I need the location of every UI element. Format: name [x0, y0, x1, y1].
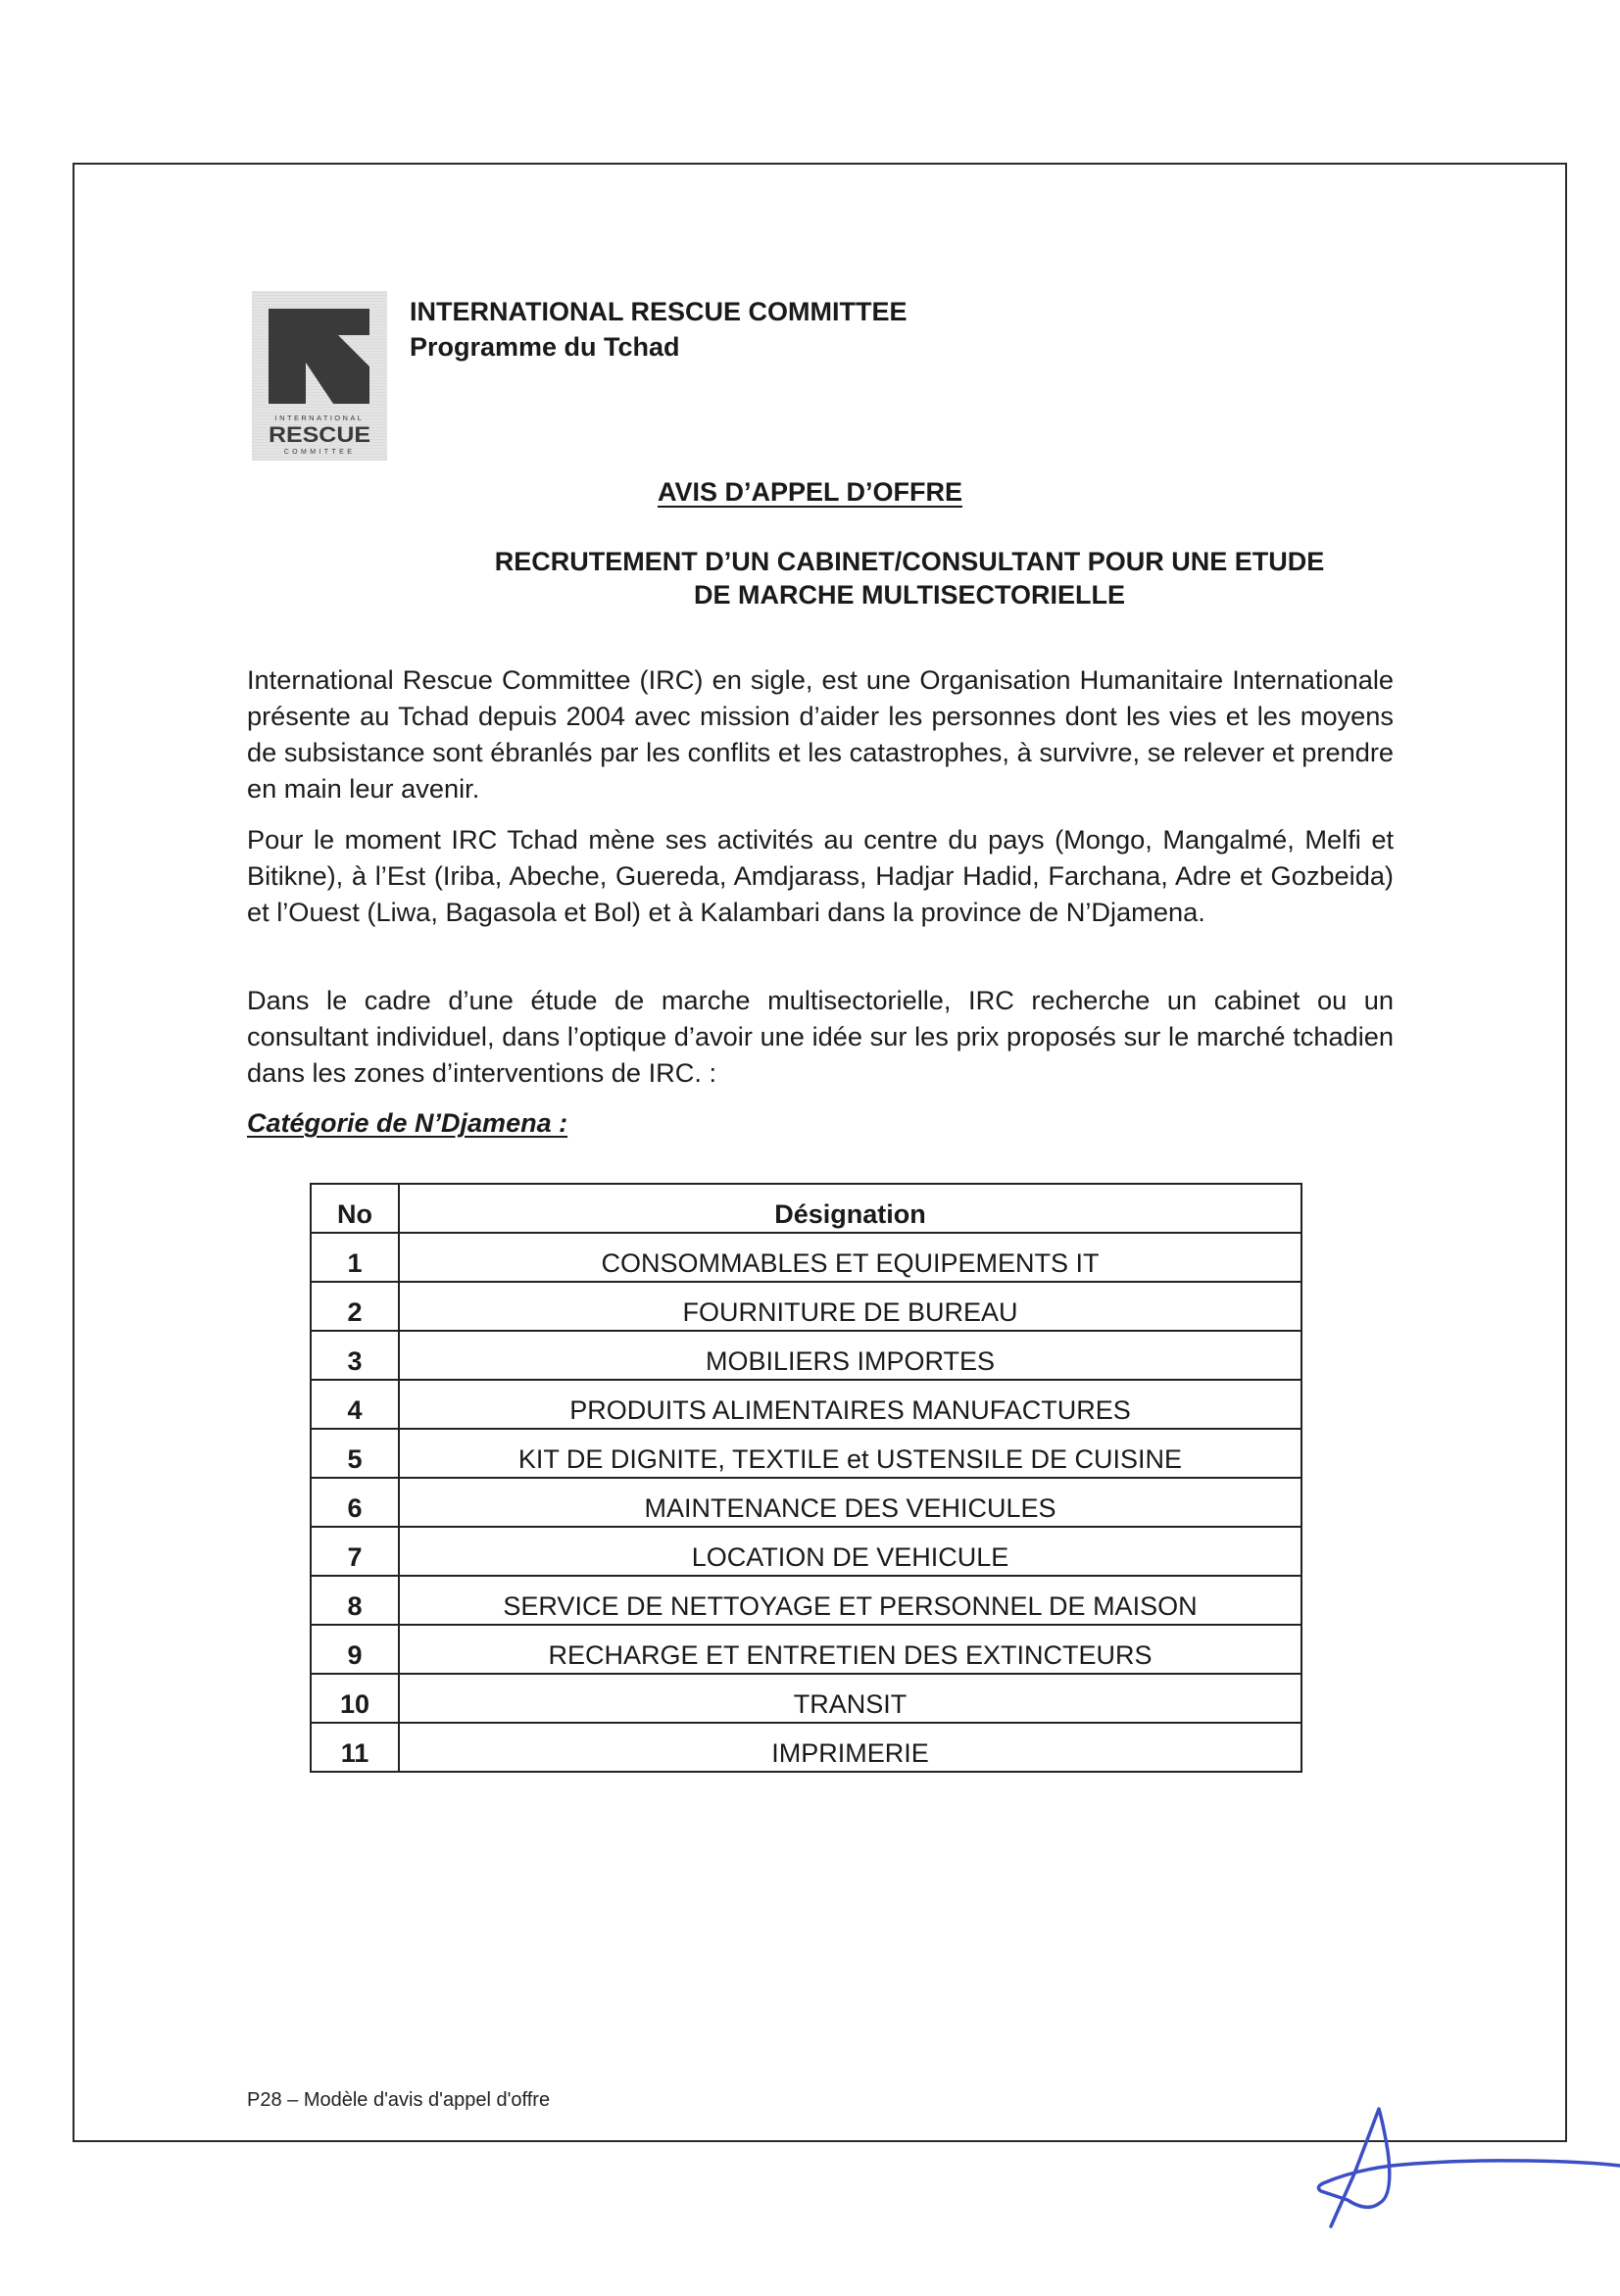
- row-no: 8: [311, 1576, 399, 1625]
- table-header-row: [311, 1184, 1301, 1233]
- footer-reference: P28 – Modèle d'avis d'appel d'offre: [247, 2089, 551, 2111]
- category-heading: Catégorie de N’Djamena :: [247, 1108, 568, 1138]
- table-row: [311, 1478, 1301, 1527]
- row-no: 9: [311, 1625, 399, 1674]
- irc-logo: [252, 291, 387, 461]
- signature: [1274, 2058, 1620, 2296]
- svg-text:INTERNATIONAL: INTERNATIONAL: [274, 414, 365, 422]
- organization-name: INTERNATIONAL RESCUE COMMITTEE: [410, 297, 908, 326]
- svg-text:RESCUE: RESCUE: [269, 422, 370, 447]
- purpose-paragraph: Dans le cadre d’une étude de marche multisectorielle, IRC recherche un cabinet ou un consultant individuel, dans l’optique d’avoir une idée sur les prix proposés sur le marché tchadien dans les zones d’interventions de IRC. :: [247, 985, 1394, 1088]
- program-name: Programme du Tchad: [410, 332, 680, 362]
- table-row: [311, 1380, 1301, 1429]
- row-designation: IMPRIMERIE: [399, 1723, 1301, 1772]
- subject-line-1: RECRUTEMENT D’UN CABINET/CONSULTANT POUR UNE ETUDE: [494, 547, 1325, 576]
- row-no: 11: [311, 1723, 399, 1772]
- locations-paragraph: Pour le moment IRC Tchad mène ses activités au centre du pays (Mongo, Mangalmé, Melfi et Bitikne), à l’Est (Iriba, Abeche, Guereda, Amdjarass, Hadjar Hadid, Farchana, Adre et Gozbeida) et l’Ouest (Liwa, Bagasola et Bol) et à Kalambari dans la province de N’Djamena.: [247, 824, 1394, 927]
- header-designation: Désignation: [399, 1184, 1301, 1233]
- row-no: 5: [311, 1429, 399, 1478]
- intro-paragraph: International Rescue Committee (IRC) en sigle, est une Organisation Humanitaire Internationale présente au Tchad depuis 2004 avec mission d’aider les personnes dont les vies et les moyens de subsistance sont ébranlés par les conflits et les catastrophes, à survivre, se relever et prendre en main leur avenir.: [247, 664, 1394, 804]
- svg-text:COMMITTEE: COMMITTEE: [283, 449, 356, 456]
- table-row: [311, 1674, 1301, 1723]
- header-no: No: [311, 1184, 399, 1233]
- row-no: 2: [311, 1282, 399, 1331]
- row-designation: FOURNITURE DE BUREAU: [399, 1282, 1301, 1331]
- row-no: 7: [311, 1527, 399, 1576]
- table-row: [311, 1331, 1301, 1380]
- row-designation: LOCATION DE VEHICULE: [399, 1527, 1301, 1576]
- row-no: 1: [311, 1233, 399, 1282]
- table-row: [311, 1576, 1301, 1625]
- row-no: 6: [311, 1478, 399, 1527]
- row-designation: KIT DE DIGNITE, TEXTILE et USTENSILE DE CUISINE: [399, 1429, 1301, 1478]
- handwritten-signature-icon: [1274, 2058, 1620, 2291]
- table-row: [311, 1282, 1301, 1331]
- row-no: 3: [311, 1331, 399, 1380]
- row-no: 4: [311, 1380, 399, 1429]
- row-designation: MOBILIERS IMPORTES: [399, 1331, 1301, 1380]
- row-designation: RECHARGE ET ENTRETIEN DES EXTINCTEURS: [399, 1625, 1301, 1674]
- row-designation: SERVICE DE NETTOYAGE ET PERSONNEL DE MAISON: [399, 1576, 1301, 1625]
- row-designation: TRANSIT: [399, 1674, 1301, 1723]
- notice-subject: [410, 545, 1409, 611]
- row-no: 10: [311, 1674, 399, 1723]
- notice-title: [0, 477, 1620, 508]
- row-designation: PRODUITS ALIMENTAIRES MANUFACTURES: [399, 1380, 1301, 1429]
- table-row: [311, 1527, 1301, 1576]
- table-row: [311, 1233, 1301, 1282]
- notice-title-text: AVIS D’APPEL D’OFFRE: [657, 477, 963, 507]
- lots-table: [310, 1183, 1302, 1773]
- row-designation: CONSOMMABLES ET EQUIPEMENTS IT: [399, 1233, 1301, 1282]
- subject-line-2: DE MARCHE MULTISECTORIELLE: [693, 580, 1125, 610]
- table-row: [311, 1723, 1301, 1772]
- row-designation: MAINTENANCE DES VEHICULES: [399, 1478, 1301, 1527]
- table-row: [311, 1625, 1301, 1674]
- table-row: [311, 1429, 1301, 1478]
- irc-logo-icon: [252, 291, 387, 461]
- organization-header: [410, 294, 908, 365]
